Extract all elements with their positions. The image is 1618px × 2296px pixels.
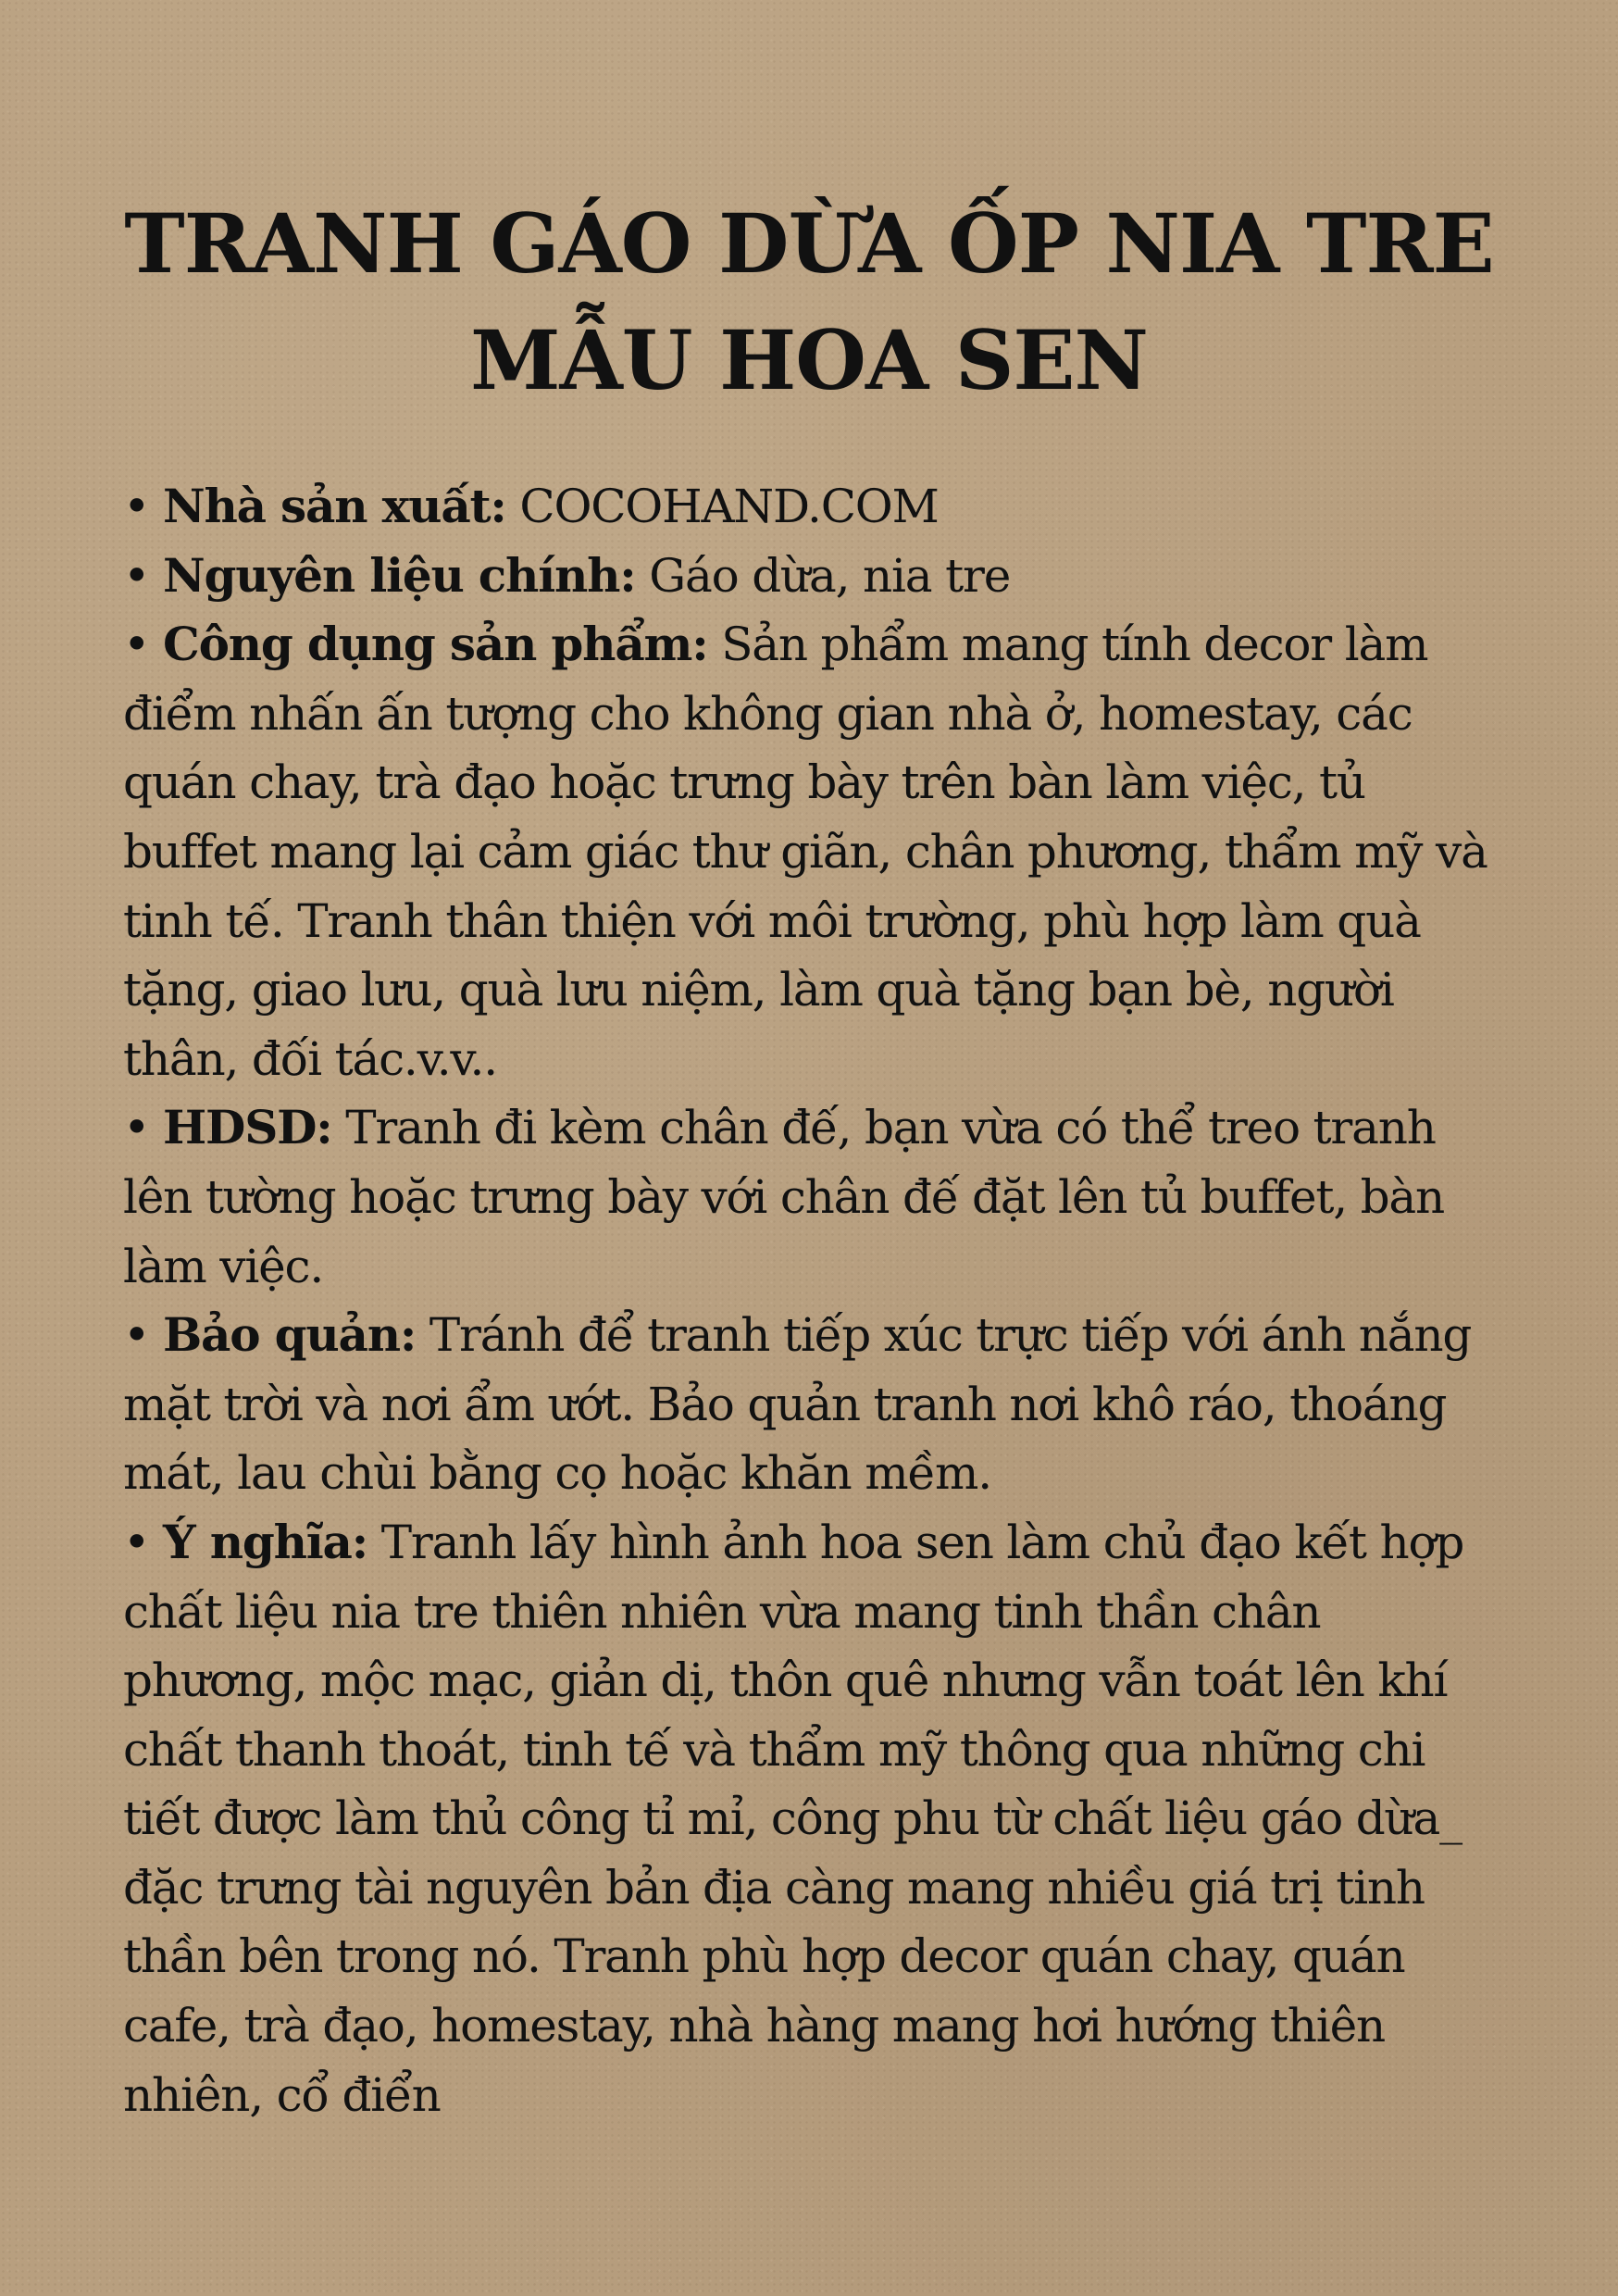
bullet: •: [123, 618, 150, 672]
info-label: Công dụng sản phẩm:: [163, 617, 708, 672]
bullet: •: [123, 1101, 150, 1155]
info-text: Tranh lấy hình ảnh hoa sen làm chủ đạo kết hợp chất liệu nia tre thiên nhiên vừa mang tinh thần chân phương, mộc mạc, giản dị, thôn quê nhưng vẫn toát lên khí chất thanh thoát, tinh tế và thẩm mỹ thông qua những chi tiết được làm thủ công tỉ mỉ, công phu từ chất liệu gáo dừa_ đặc trưng tài nguyên bản địa càng mang nhiều giá trị tinh thần bên trong nó. Tranh phù hợp decor quán chay, quán cafe, trà đạo, homestay, nhà hàng mang hơi hướng thiên nhiên, cổ điển: [123, 1515, 1464, 2122]
bullet: •: [123, 1515, 150, 1569]
product-info-list: [123, 472, 1512, 2129]
info-item-preservation: [123, 1301, 1512, 1508]
info-item-main-material: [123, 542, 1512, 611]
info-label: Ý nghĩa:: [163, 1514, 368, 1569]
info-text: Gáo dừa, nia tre: [649, 548, 1011, 603]
info-label: Bảo quản:: [163, 1307, 417, 1363]
title-line-2: MẪU HOA SEN: [470, 312, 1148, 408]
page-title: [0, 185, 1618, 418]
info-item-manufacturer: [123, 472, 1512, 542]
bullet: •: [123, 548, 150, 603]
info-text: Tranh đi kèm chân đế, bạn vừa có thể treo tranh lên tường hoặc trưng bày với chân đế đặt lên tủ buffet, bàn làm việc.: [123, 1101, 1445, 1293]
title-line-1: TRANH GÁO DỪA ỐP NIA TRE: [124, 195, 1494, 292]
info-item-meaning: [123, 1508, 1512, 2129]
bullet: •: [123, 480, 150, 533]
info-text: Sản phẩm mang tính decor làm điểm nhấn ấn tượng cho không gian nhà ở, homestay, các quán chay, trà đạo hoặc trưng bày trên bàn làm việc, tủ buffet mang lại cảm giác thư giãn, chân phương, thẩm mỹ và tinh tế. Tranh thân thiện với môi trường, phù hợp làm quà tặng, giao lưu, quà lưu niệm, làm quà tặng bạn bè, người thân, đối tác.v.v..: [123, 618, 1487, 1086]
info-text: Tránh để tranh tiếp xúc trực tiếp với ánh nắng mặt trời và nơi ẩm ướt. Bảo quản tranh nơi khô ráo, thoáng mát, lau chùi bằng cọ hoặc khăn mềm.: [123, 1308, 1472, 1501]
bullet: •: [123, 1308, 150, 1363]
info-label: Nguyên liệu chính:: [163, 547, 636, 603]
info-item-product-use: [123, 610, 1512, 1093]
info-label: Nhà sản xuất:: [163, 479, 506, 533]
info-item-usage-guide: [123, 1093, 1512, 1301]
info-text: COCOHAND.COM: [519, 480, 939, 533]
info-label: HDSD:: [163, 1100, 332, 1155]
